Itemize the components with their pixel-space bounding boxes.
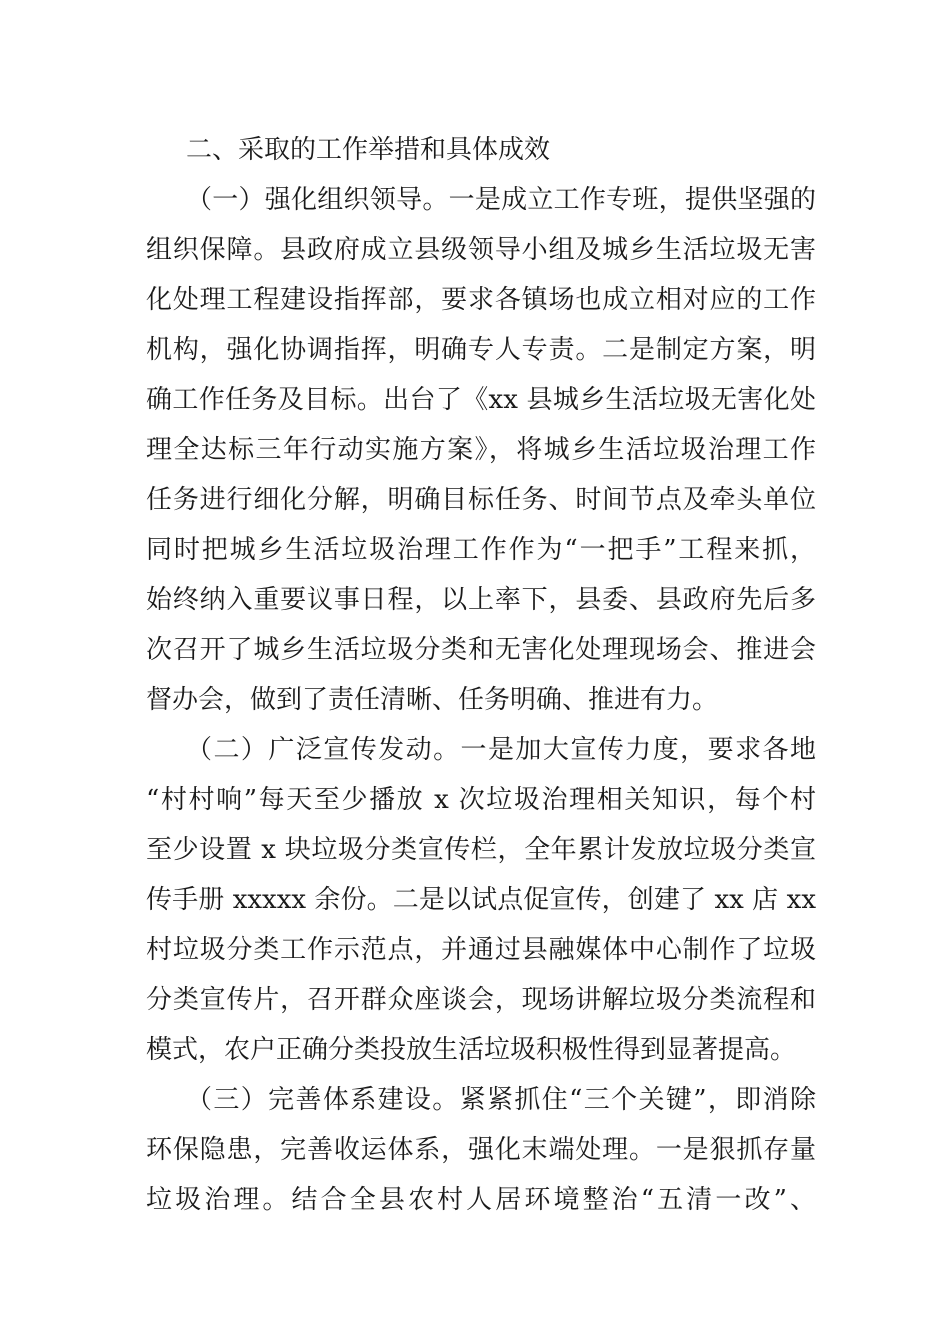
paragraph-line: 垃圾治理。结合全县农村人居环境整治“五清一改”、	[146, 1185, 816, 1215]
paragraph-line: 督办会，做到了责任清晰、任务明确、推进有力。	[146, 685, 719, 715]
paragraph-line: 分类宣传片，召开群众座谈会，现场讲解垃圾分类流程和	[146, 985, 816, 1015]
paragraph-line: 模式，农户正确分类投放生活垃圾积极性得到显著提高。	[146, 1035, 797, 1065]
section-heading: 二、采取的工作举措和具体成效	[186, 135, 551, 165]
paragraph-line: 组织保障。县政府成立县级领导小组及城乡生活垃圾无害	[146, 235, 816, 265]
paragraph-line: （二）广泛宣传发动。一是加大宣传力度，要求各地	[186, 735, 816, 765]
paragraph-line: （一）强化组织领导。一是成立工作专班，提供坚强的	[186, 185, 816, 215]
paragraph-line: 确工作任务及目标。出台了《xx 县城乡生活垃圾无害化处	[146, 385, 816, 415]
paragraph-line: （三）完善体系建设。紧紧抓住“三个关键”，即消除	[186, 1085, 816, 1115]
paragraph-line: 化处理工程建设指挥部，要求各镇场也成立相对应的工作	[146, 285, 816, 315]
paragraph-line: 次召开了城乡生活垃圾分类和无害化处理现场会、推进会	[146, 635, 816, 665]
paragraph-line: 村垃圾分类工作示范点，并通过县融媒体中心制作了垃圾	[146, 935, 816, 965]
paragraph-line: 任务进行细化分解，明确目标任务、时间节点及牵头单位	[146, 485, 816, 515]
paragraph-line: 始终纳入重要议事日程，以上率下，县委、县政府先后多	[146, 585, 816, 615]
paragraph-line: 理全达标三年行动实施方案》，将城乡生活垃圾治理工作	[146, 435, 816, 465]
paragraph-line: 同时把城乡生活垃圾治理工作作为“一把手”工程来抓，	[146, 535, 816, 565]
paragraph-line: 至少设置 x 块垃圾分类宣传栏，全年累计发放垃圾分类宣	[146, 835, 816, 865]
paragraph-line: 传手册 xxxxx 余份。二是以试点促宣传，创建了 xx 店 xx	[146, 885, 816, 915]
paragraph-line: “村村响”每天至少播放 x 次垃圾治理相关知识，每个村	[146, 785, 816, 815]
paragraph-line: 机构，强化协调指挥，明确专人专责。二是制定方案，明	[146, 335, 816, 365]
paragraph-line: 环保隐患，完善收运体系，强化末端处理。一是狠抓存量	[146, 1135, 816, 1165]
